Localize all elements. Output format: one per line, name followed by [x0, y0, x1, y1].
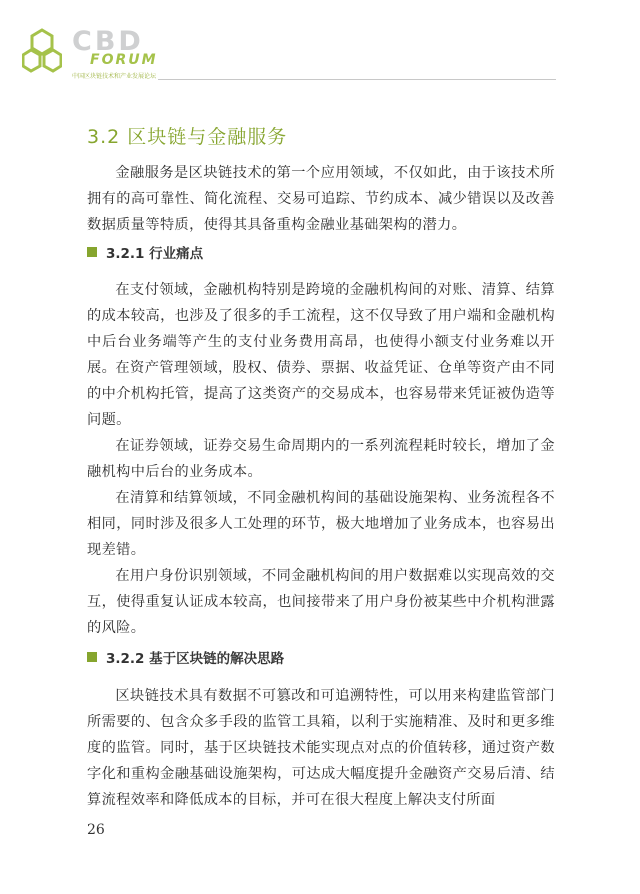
paragraph-securities: 在证券领域，证券交易生命周期内的一系列流程耗时较长，增加了金融机构中后台的业务成本。	[87, 438, 555, 480]
paragraph-payment: 在支付领域，金融机构特别是跨境的金融机构间的对账、清算、结算的成本较高，也涉及了很多的手工流程，这不仅导致了用户端和金融机构中后台业务端等产生的支付业务费用高昂，也使得小额支付业务难以开展。	[87, 282, 555, 376]
subsection-heading-label: 3.2.2 基于区块链的解决思路	[106, 651, 285, 667]
header-divider	[158, 79, 556, 80]
hexagon-logo-icon	[22, 28, 62, 80]
paragraph-clearing: 在清算和结算领域，不同金融机构间的基础设施架构、业务流程各不相同，同时涉及很多人工处理的环节，极大地增加了业务成本，也容易出现差错。	[87, 490, 555, 558]
brand-forum-text: FORUM	[90, 52, 158, 68]
page-number: 26	[87, 822, 105, 838]
paragraph-asset-management: 在资产管理领域，股权、债券、票据、收益凭证、仓单等资产由不同的中介机构托管，提高了这类资产的交易成本，也容易带来凭证被伪造等问题。	[87, 360, 555, 428]
section-title: 3.2 区块链与金融服务	[87, 126, 288, 148]
page-header	[0, 0, 640, 90]
paragraph-identity: 在用户身份识别领域，不同金融机构间的用户数据难以实现高效的交互，使得重复认证成本较高，也间接带来了用户身份被某些中介机构泄露的风险。	[87, 568, 555, 636]
square-bullet-icon	[87, 247, 97, 257]
brand-cbd-text: CBD	[72, 26, 144, 57]
subsection-heading-label: 3.2.1 行业痛点	[106, 246, 204, 262]
subsection-heading-pain-points	[87, 242, 203, 262]
brand-subtitle: 中国区块链技术和产业发展论坛	[72, 73, 157, 80]
paragraph-solution: 区块链技术具有数据不可篡改和可追溯特性，可以用来构建监管部门所需要的、包含众多手段的监管工具箱，以利于实施精准、及时和更多维度的监管。同时，基于区块链技术能实现点对点的价值转移，通过资产数字化和重构金融基础设施架构，可达成大幅度提升金融资产交易后清、结算流程效率和降低成本的目标，并可在很大程度上解决支付所面	[87, 688, 555, 808]
intro-paragraph: 金融服务是区块链技术的第一个应用领域，不仅如此，由于该技术所拥有的高可靠性、简化流程、交易可追踪、节约成本、减少错误以及改善数据质量等特质，使得其具备重构金融业基础架构的潜力。	[87, 165, 555, 233]
subsection-heading-solutions	[87, 647, 284, 667]
square-bullet-icon	[87, 652, 97, 662]
